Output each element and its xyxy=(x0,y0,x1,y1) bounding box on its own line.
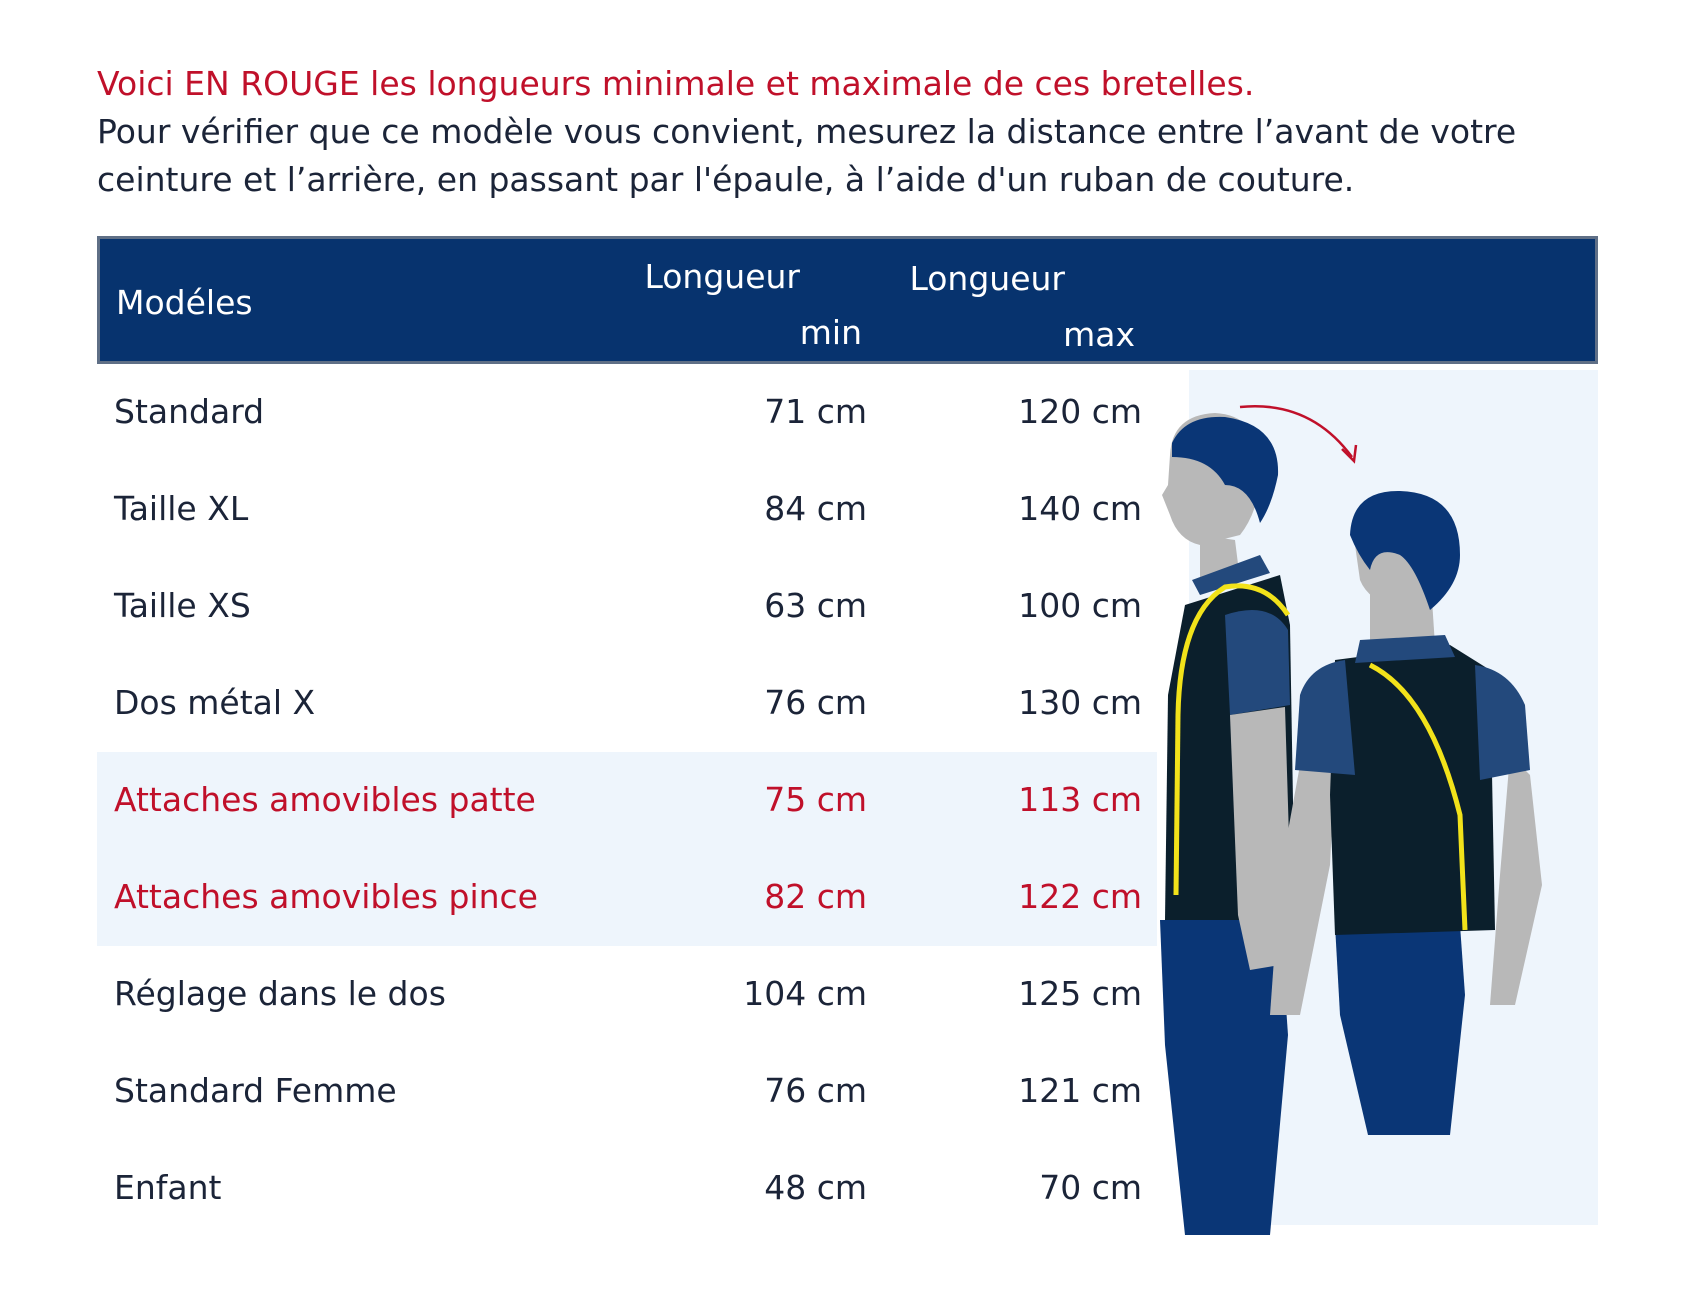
header-min-line1: Longueur xyxy=(644,257,800,296)
cell-min-length: 75 cm xyxy=(764,780,867,819)
cell-max-length: 113 cm xyxy=(1018,780,1142,819)
cell-max-length: 140 cm xyxy=(1018,489,1142,528)
cell-min-length: 84 cm xyxy=(764,489,867,528)
cell-min-length: 63 cm xyxy=(764,586,867,625)
table-header xyxy=(97,236,1598,364)
header-max xyxy=(845,251,1145,363)
cell-min-length: 76 cm xyxy=(764,1071,867,1110)
cell-min-length: 71 cm xyxy=(764,392,867,431)
intro-line-1: Pour vérifier que ce modèle vous convient, mesurez la distance entre l’avant de votre xyxy=(97,112,1517,151)
cell-model: Réglage dans le dos xyxy=(114,974,446,1013)
person-side-view-icon xyxy=(1160,413,1295,1235)
cell-max-length: 120 cm xyxy=(1018,392,1142,431)
header-max-line2: max xyxy=(1063,315,1135,354)
intro-line-2: ceinture et l’arrière, en passant par l'épaule, à l’aide d'un ruban de couture. xyxy=(97,160,1355,199)
cell-model: Dos métal X xyxy=(114,683,316,722)
cell-model: Attaches amovibles pince xyxy=(114,877,538,916)
cell-model: Standard xyxy=(114,392,265,431)
cell-max-length: 130 cm xyxy=(1018,683,1142,722)
table-row xyxy=(97,752,1157,849)
cell-min-length: 48 cm xyxy=(764,1168,867,1207)
cell-model: Taille XS xyxy=(114,586,251,625)
cell-min-length: 104 cm xyxy=(743,974,867,1013)
cell-model: Standard Femme xyxy=(114,1071,397,1110)
cell-min-length: 82 cm xyxy=(764,877,867,916)
cell-max-length: 125 cm xyxy=(1018,974,1142,1013)
cell-model: Enfant xyxy=(114,1168,222,1207)
header-model: Modéles xyxy=(116,283,253,322)
cell-max-length: 121 cm xyxy=(1018,1071,1142,1110)
measurement-illustration xyxy=(1130,395,1650,1235)
header-min-line2: min xyxy=(799,313,862,352)
cell-model: Attaches amovibles patte xyxy=(114,780,536,819)
cell-max-length: 100 cm xyxy=(1018,586,1142,625)
cell-model: Taille XL xyxy=(114,489,249,528)
cell-min-length: 76 cm xyxy=(764,683,867,722)
cell-max-length: 122 cm xyxy=(1018,877,1142,916)
person-back-view-icon xyxy=(1270,491,1542,1135)
intro-text xyxy=(97,60,1597,204)
table-row xyxy=(97,849,1157,946)
intro-red-line: Voici EN ROUGE les longueurs minimale et maximale de ces bretelles. xyxy=(97,64,1255,103)
cell-max-length: 70 cm xyxy=(1039,1168,1142,1207)
header-max-line1: Longueur xyxy=(909,259,1065,298)
header-min xyxy=(570,249,870,361)
